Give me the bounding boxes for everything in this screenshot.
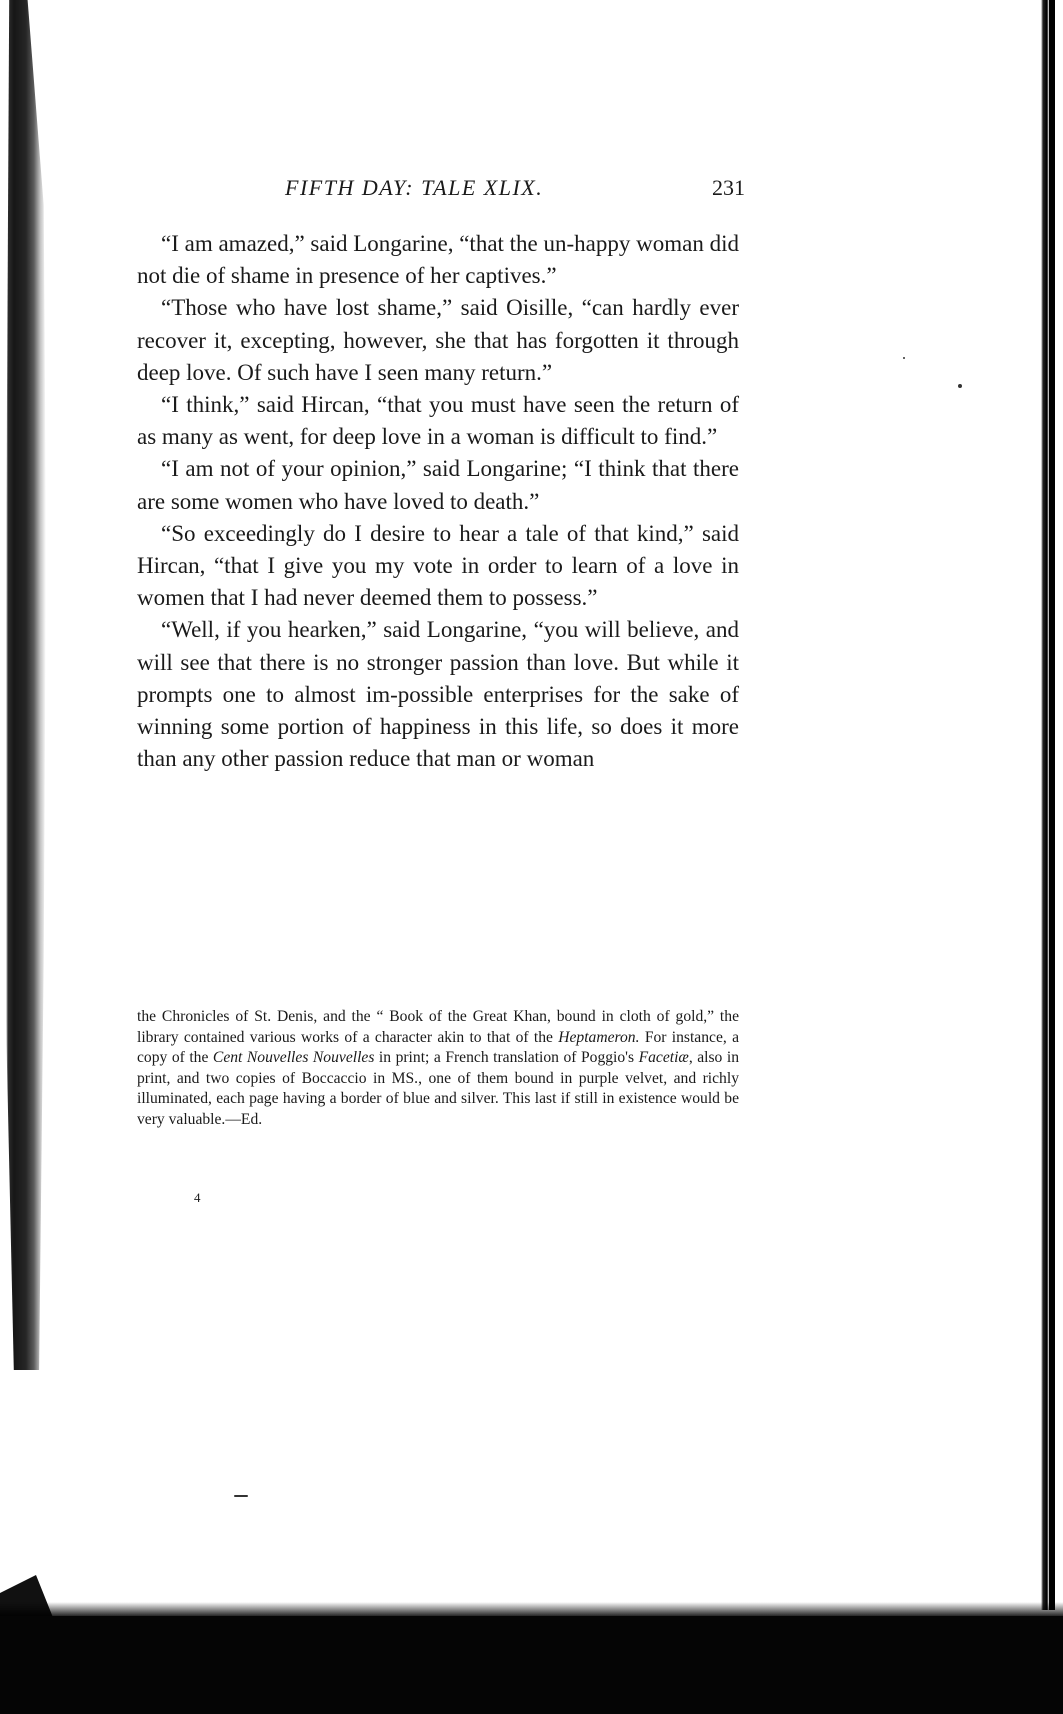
running-head-title: FIFTH DAY: TALE XLIX. (285, 175, 544, 200)
scan-edge-right-line (1049, 0, 1055, 1610)
running-head (135, 175, 745, 211)
footnote-part: in print; a French translation of Poggio's (374, 1049, 639, 1067)
paragraph: “I think,” said Hircan, “that you must have seen the return of as many as went, for deep love in a woman is difficult to find.” (137, 392, 739, 450)
scan-bottom-edge (0, 1616, 1063, 1714)
paragraph: “Those who have lost shame,” said Oisille, “can hardly ever recover it, excepting, however, she that has forgotten it through deep love. Of such have I seen many return.” (137, 295, 739, 385)
paragraph: “I am amazed,” said Longarine, “that the un-happy woman did not die of shame in presence of her captives.” (137, 231, 739, 289)
scan-speck (903, 357, 905, 359)
body-text (137, 228, 739, 775)
paragraph: “So exceedingly do I desire to hear a tale of that kind,” said Hircan, “that I give you my vote in order to learn of a love in women that I had never deemed them to possess.” (137, 520, 739, 611)
footnote-italic-title: Facetiæ (638, 1049, 689, 1067)
footnote-part: the Chronicles of St. Denis, and the “ Book of the Great Khan, bound in cloth of gold,” the library contained various works of a character akin to that of the (137, 1008, 739, 1046)
footnote (137, 1007, 739, 1131)
page-number: 231 (712, 175, 745, 200)
footnote-italic-title: Cent Nouvelles Nouvelles (212, 1049, 375, 1067)
paragraph: “I am not of your opinion,” said Longarine; “I think that there are some women who have loved to death.” (137, 456, 739, 514)
scan-bottom-shadow (0, 1602, 1063, 1616)
scan-edge-right (1033, 0, 1063, 1610)
scan-speck (234, 1495, 248, 1497)
signature-mark: 4 (194, 1190, 201, 1205)
paragraph: “Well, if you hearken,” said Longarine, “you will believe, and will see that there is no stronger passion than love. But while it prompts one to almost im-possible enterprises for the sake of winning some portion of happiness in this life, so does it more than any other passion reduce that man or woman (137, 617, 739, 772)
footnote-text (137, 1007, 739, 1131)
footnote-italic-title: Heptameron. (558, 1028, 640, 1046)
footnote-part: , also in print, and two copies of Boccaccio in MS., one of them bound in purple velvet, and richly illuminated, each page having a border of blue and silver. This last if still in existence would be very valuable.—Ed. (137, 1049, 739, 1128)
footnote-part: For instance, a copy of the (137, 1028, 739, 1067)
scan-binding-edge-left (0, 0, 46, 1370)
scan-speck (958, 384, 962, 388)
